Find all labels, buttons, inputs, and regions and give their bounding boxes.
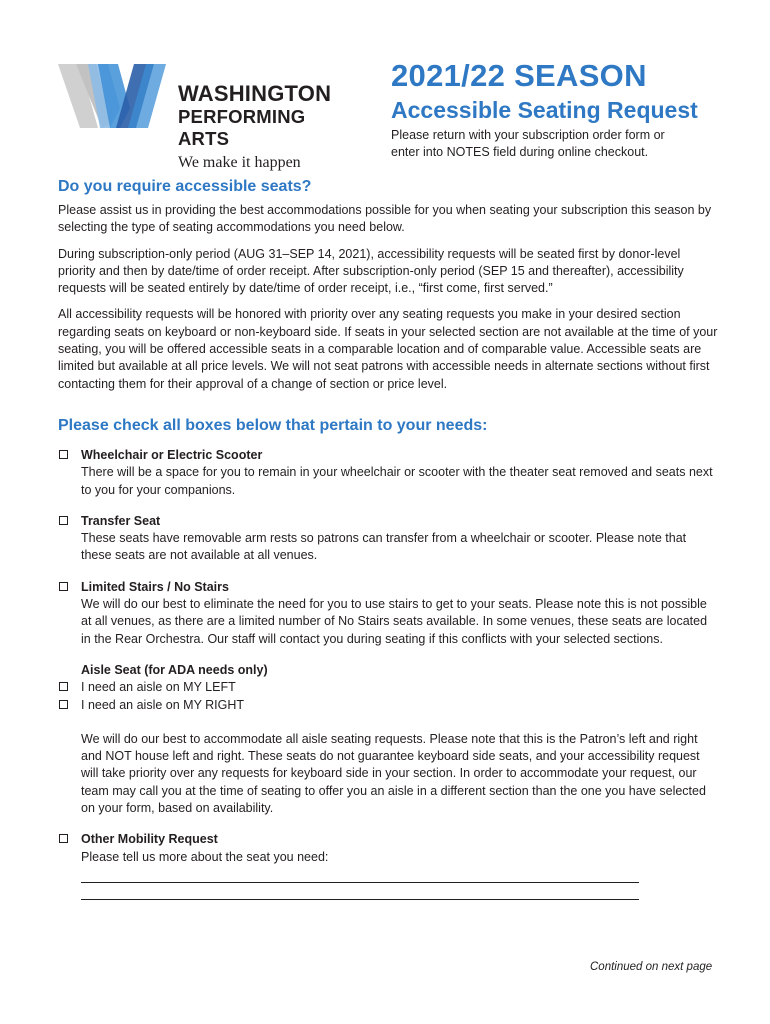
org-name-line2: PERFORMING ARTS [178, 106, 306, 149]
intro-paragraph-2: During subscription-only period (AUG 31–SEP 14, 2021), accessibility requests will be seated first by donor-level priority and then by date/time of order receipt. After subscription-only period (SEP 15 and thereafter), accessibility requests will be seated entirely by date/time of order receipt, i.e., “first come, first served.” [58, 246, 684, 296]
aisle-note: We will do our best to accommodate all aisle seating requests. Please note that this is the Patron’s left and right and NOT house left and right. These seats do not guarantee keyboard side seats, and your accessibility request will take priority over any requests for keyboard side in your section. In order to accommodate your request, our team may call you at the time of seating to offer you an aisle in a different section than the one you have selected on your form, based on availability. [81, 731, 706, 816]
transfer-seat-checkbox[interactable] [59, 516, 68, 525]
other-mobility-prompt: Please tell us more about the seat you need: [81, 849, 329, 864]
return-note-line1: Please return with your subscription order form or [391, 128, 665, 142]
option-description: We will do our best to eliminate the need for you to use stairs to get to your seats. Please note this is not possible at all venues, as there are a limited number of No Stairs seats available. In some venues, these seats are located in the Rear Orchestra. Our staff will contact you during seating if this conflicts with your selected sections. [81, 597, 708, 646]
other-mobility-checkbox[interactable] [59, 834, 68, 843]
aisle-right-label: I need an aisle on MY RIGHT [81, 697, 245, 712]
option-title: Other Mobility Request [81, 832, 218, 847]
intro-heading: Do you require accessible seats? [58, 178, 312, 195]
option-title: Transfer Seat [81, 513, 161, 528]
washington-w-logo-icon [58, 64, 170, 128]
option-transfer-seat [58, 513, 718, 565]
aisle-left-row [81, 679, 718, 696]
tagline: We make it happen [178, 154, 301, 171]
aisle-right-row [81, 697, 718, 714]
option-limited-stairs [58, 579, 718, 648]
option-title: Limited Stairs / No Stairs [81, 579, 229, 594]
return-note [391, 127, 731, 161]
page-title: Accessible Seating Request [391, 97, 698, 123]
option-other-mobility [58, 831, 718, 900]
option-description: There will be a space for you to remain in your wheelchair or scooter with the theater seat removed and seats next to you for your companions. [81, 465, 713, 497]
option-aisle-seat [58, 662, 718, 817]
option-title: Aisle Seat (for ADA needs only) [81, 662, 268, 677]
form-content [58, 176, 718, 900]
option-title: Wheelchair or Electric Scooter [81, 447, 263, 462]
aisle-left-checkbox[interactable] [59, 682, 68, 691]
limited-stairs-checkbox[interactable] [59, 582, 68, 591]
continued-note: Continued on next page [590, 961, 713, 973]
other-mobility-answer-line-1[interactable] [81, 866, 639, 883]
header [391, 58, 731, 161]
intro-paragraph-3: All accessibility requests will be honored with priority over any seating requests you make in your desired section regarding seats on keyboard or non-keyboard side. If seats in your selected section are not available at the time of your seating, you will be offered accessible seats in a comparable location and of comparable value. Accessible seats are limited but available at all price levels. We will not seat patrons with accessible needs in alternate sections without first contacting them for their approval of a change of section or price level. [58, 307, 718, 391]
season-title: 2021/22 SEASON [391, 58, 647, 93]
other-mobility-answer-line-2[interactable] [81, 883, 639, 900]
aisle-left-label: I need an aisle on MY LEFT [81, 680, 236, 695]
return-note-line2: enter into NOTES field during online checkout. [391, 145, 649, 159]
option-description: These seats have removable arm rests so patrons can transfer from a wheelchair or scooter. Please note that these seats are not available at all venues. [81, 531, 687, 563]
wheelchair-checkbox[interactable] [59, 450, 68, 459]
intro-paragraph-1: Please assist us in providing the best accommodations possible for you when seating your subscription this season by selecting the type of seating accommodations you need below. [58, 203, 712, 235]
aisle-right-checkbox[interactable] [59, 700, 68, 709]
logo [58, 64, 358, 171]
needs-heading: Please check all boxes below that pertain to your needs: [58, 416, 488, 434]
option-wheelchair [58, 447, 718, 499]
org-name-line1: WASHINGTON [178, 81, 332, 106]
